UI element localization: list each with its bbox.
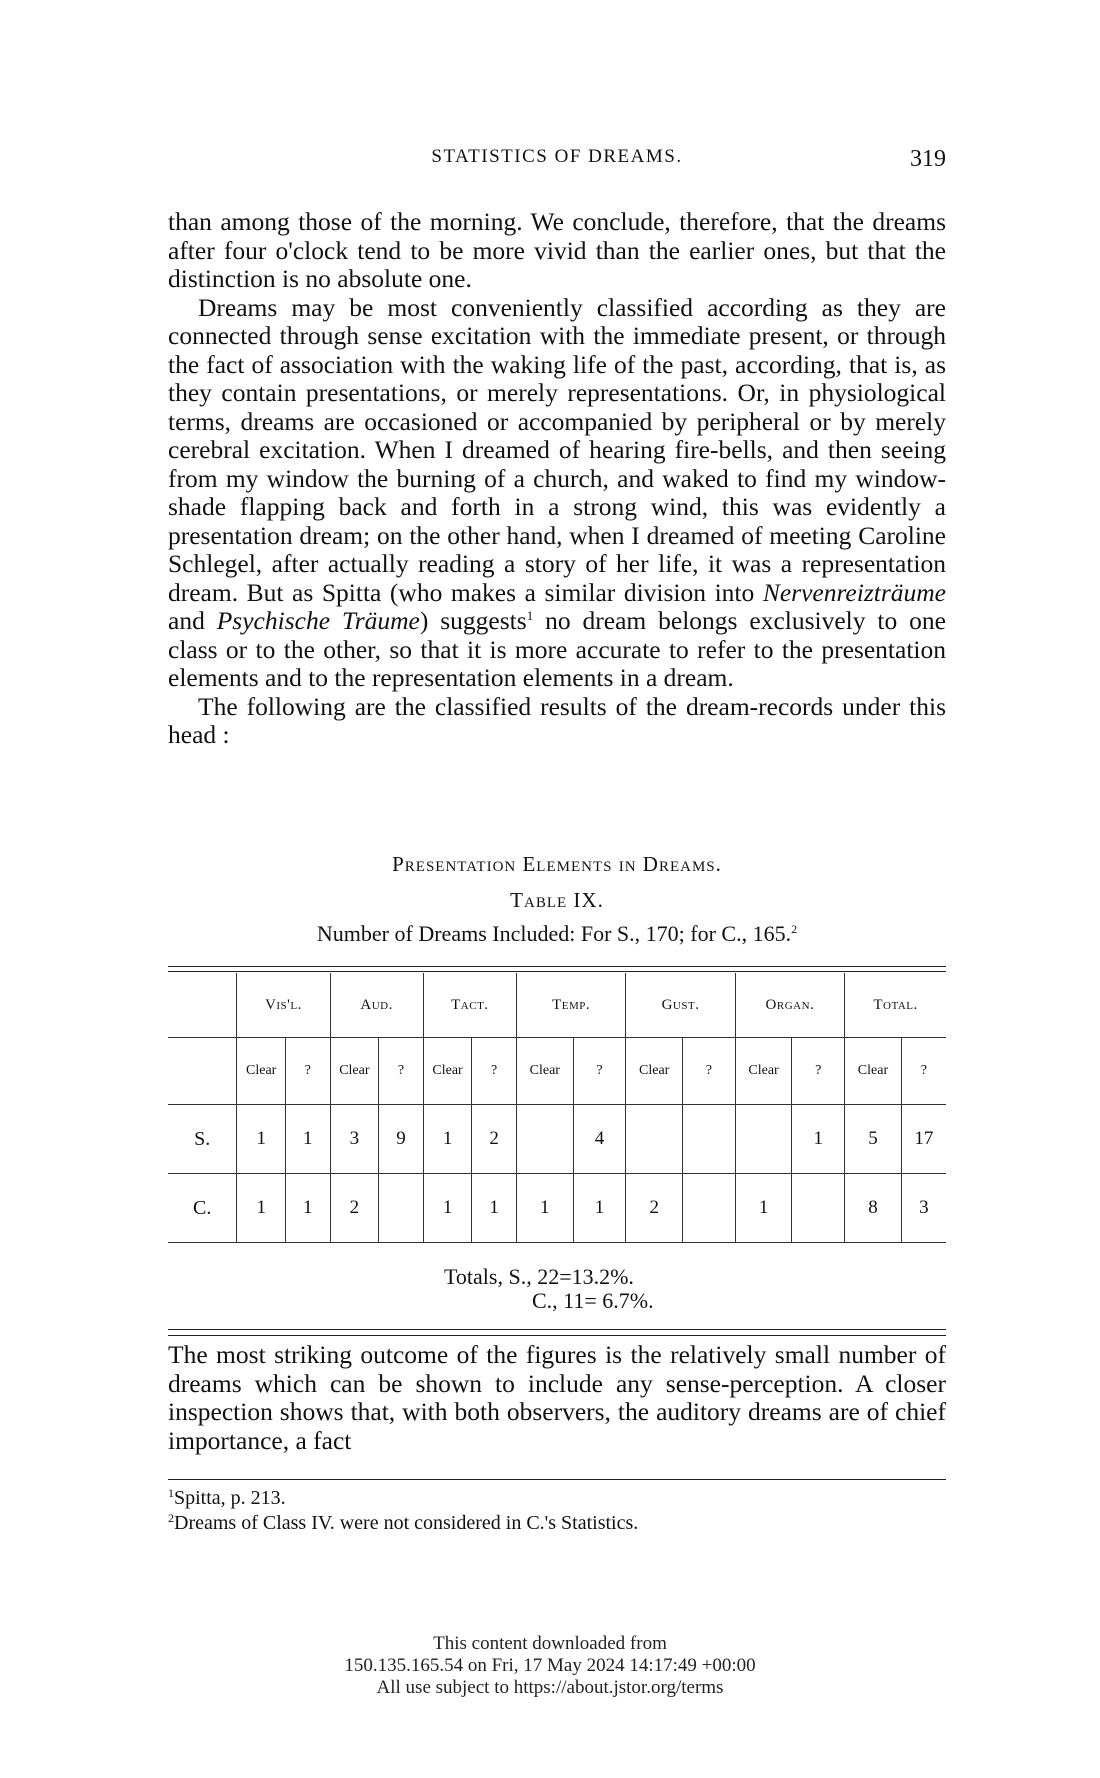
subheader-clear: Clear: [237, 1038, 286, 1105]
paragraph-3: The following are the classified results of the dream-records under this head :: [168, 691, 946, 749]
data-cell: 1: [472, 1174, 517, 1243]
running-title: STATISTICS OF DREAMS.: [431, 146, 683, 167]
subheader-uncertain: ?: [901, 1038, 946, 1105]
data-cell: [735, 1105, 792, 1174]
footnote-1-text: Spitta, p. 213.: [174, 1487, 286, 1509]
category-gustatory: Gust.: [626, 973, 735, 1038]
subheader-clear: Clear: [516, 1038, 573, 1105]
row-label-s: S.: [168, 1105, 237, 1174]
table-included-text: Number of Dreams Included: For S., 170; for C., 165.: [316, 921, 792, 946]
data-cell: 4: [573, 1105, 626, 1174]
header-blank-cell: [168, 973, 237, 1038]
footnote-1: [168, 1486, 946, 1511]
category-temperature: Temp.: [516, 973, 625, 1038]
row-label-c: C.: [168, 1174, 237, 1243]
subheader-uncertain: ?: [683, 1038, 736, 1105]
category-organic: Organ.: [735, 973, 844, 1038]
subheader-clear: Clear: [330, 1038, 379, 1105]
footnote-ref-1: 1: [526, 608, 534, 623]
subheader-uncertain: ?: [379, 1038, 424, 1105]
subheader-uncertain: ?: [286, 1038, 331, 1105]
totals-c: C., 11= 6.7%.: [532, 1288, 654, 1313]
subheader-clear: Clear: [735, 1038, 792, 1105]
paragraph-2-part-a: Dreams may be most conveniently classified according as they are connected through sense excitation with the immediate present, or through the fact of association with the waking life of the past, according, that is, as they contain presentations, or merely representations. Or, in physiological terms, dreams are occasioned or accompanied by peripheral or by merely cerebral excitation. When I dreamed of hearing fire-bells, and then seeing from my window the burning of a church, and waked to find my window-shade flapping back and forth in a strong wind, this was evidently a presentation dream; on the other hand, when I dreamed of meeting Caroline Schlegel, after actually reading a story of her life, it was a representation dream. But as Spitta (who makes a similar division into: [168, 292, 946, 607]
body-text-continued: [168, 1341, 946, 1455]
category-tactile: Tact.: [423, 973, 516, 1038]
data-cell: 1: [735, 1174, 792, 1243]
subheader-clear: Clear: [626, 1038, 683, 1105]
data-cell: 8: [845, 1174, 902, 1243]
data-cell: 1: [792, 1105, 845, 1174]
totals-s: Totals, S., 22=13.2%.: [444, 1264, 634, 1289]
presentation-elements-table: [168, 973, 946, 1243]
data-cell: 3: [901, 1174, 946, 1243]
data-cell: [683, 1174, 736, 1243]
data-cell: [792, 1174, 845, 1243]
table-included: [168, 921, 946, 947]
body-text: [168, 208, 946, 750]
subheader-uncertain: ?: [792, 1038, 845, 1105]
table-number: Table IX.: [510, 888, 604, 912]
category-auditory: Aud.: [330, 973, 423, 1038]
data-cell: 17: [901, 1105, 946, 1174]
data-cell: 1: [423, 1105, 472, 1174]
footnote-rule: [168, 1479, 946, 1480]
table-title: Presentation Elements in Dreams.: [392, 852, 722, 876]
subheader-clear: Clear: [423, 1038, 472, 1105]
footnote-2-mark: 2: [168, 1511, 174, 1525]
subheader-uncertain: ?: [573, 1038, 626, 1105]
term-psychische-traume: Psychische Träume: [216, 606, 420, 635]
subheader-clear: Clear: [845, 1038, 902, 1105]
category-total: Total.: [845, 973, 946, 1038]
data-cell: [683, 1105, 736, 1174]
data-cell: 9: [379, 1105, 424, 1174]
data-cell: 1: [516, 1174, 573, 1243]
data-cell: 1: [286, 1174, 331, 1243]
jstor-line-3: All use subject to https://about.jstor.org/terms: [376, 1677, 724, 1698]
data-cell: [516, 1105, 573, 1174]
jstor-line-2: 150.135.165.54 on Fri, 17 May 2024 14:17:49 +00:00: [344, 1655, 756, 1676]
table-row-c: [168, 1174, 946, 1243]
table-top-rule-1: [168, 966, 946, 967]
footnote-2-text: Dreams of Class IV. were not considered in C.'s Statistics.: [174, 1512, 639, 1534]
paragraph-4: The most striking outcome of the figures is the relatively small number of dreams which can be shown to include any sense-perception. A closer inspection shows that, with both observers, the auditory dreams are of chief importance, a fact: [168, 1340, 946, 1455]
footnote-2: [168, 1511, 946, 1536]
data-cell: 1: [286, 1105, 331, 1174]
category-header-row: [168, 973, 946, 1038]
data-cell: 2: [626, 1174, 683, 1243]
paragraph-2-part-d: no dream belongs exclusively to one class or to the other, so that it is more accurate to refer to the presentation elements and to the representation elements in a dream.: [168, 606, 946, 692]
subheader-blank-cell: [168, 1038, 237, 1105]
jstor-notice: [0, 1633, 1100, 1699]
table-bottom-rule-1: [168, 1329, 946, 1330]
table-bottom-rule-2: [168, 1335, 946, 1336]
data-cell: 1: [423, 1174, 472, 1243]
data-cell: 5: [845, 1105, 902, 1174]
paragraph-2-part-c: ) suggests: [419, 606, 527, 635]
jstor-line-1: This content downloaded from: [433, 1633, 667, 1654]
paragraph-2-part-b: and: [168, 606, 217, 635]
footnote-1-mark: 1: [168, 1486, 174, 1500]
paragraph-1: than among those of the morning. We conclude, therefore, that the dreams after four o'clock tend to be more vivid than the earlier ones, but that the distinction is no absolute one.: [168, 207, 946, 293]
data-cell: 1: [573, 1174, 626, 1243]
table-row-s: [168, 1105, 946, 1174]
data-cell: [379, 1174, 424, 1243]
running-head: [168, 146, 946, 176]
data-cell: 2: [472, 1105, 517, 1174]
subheader-row: [168, 1038, 946, 1105]
paragraph-2: [168, 294, 946, 693]
data-cell: 2: [330, 1174, 379, 1243]
term-nervenreiztraume: Nervenreizträume: [762, 577, 946, 607]
data-cell: 3: [330, 1105, 379, 1174]
footnotes: [168, 1486, 946, 1536]
data-cell: [626, 1105, 683, 1174]
data-cell: 1: [237, 1105, 286, 1174]
data-cell: 1: [237, 1174, 286, 1243]
page-number: 319: [910, 146, 946, 172]
category-visual: Vis'l.: [237, 973, 330, 1038]
table-top-rule-2: [168, 971, 946, 972]
footnote-ref-2: 2: [791, 922, 798, 936]
subheader-uncertain: ?: [472, 1038, 517, 1105]
